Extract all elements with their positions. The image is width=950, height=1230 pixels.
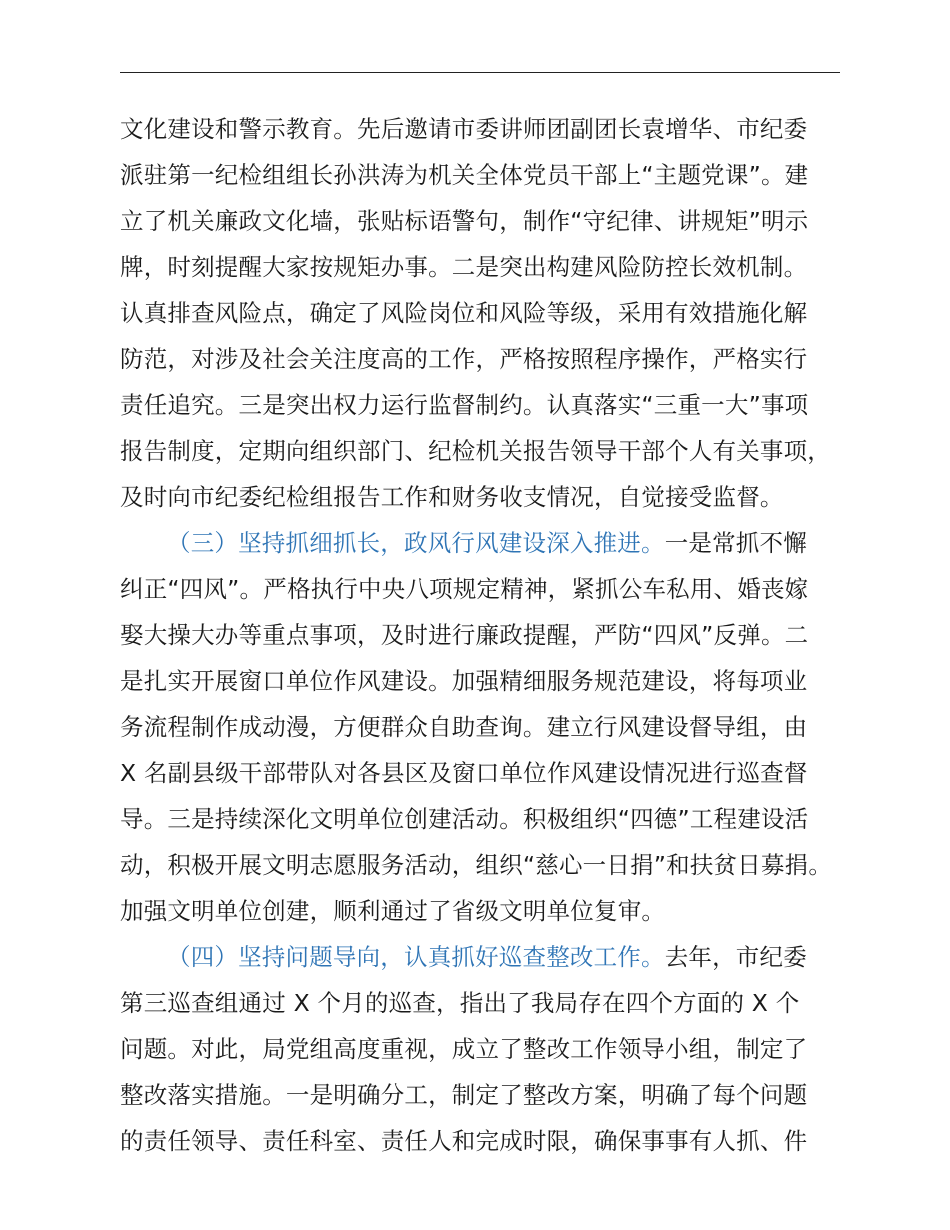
text-line: 派驻第一纪检组组长孙洪涛为机关全体党员干部上“主题党课”。建 [120,161,809,189]
text-run: 一是常抓不懈 [664,529,807,557]
text-line: 文化建设和警示教育。先后邀请市委讲师团副团长袁增华、市纪委 [120,115,808,143]
text-line: 娶大操大办等重点事项，及时进行廉政提醒，严防“四风”反弹。二 [120,621,809,649]
text-line: 报告制度，定期向组织部门、纪检机关报告领导干部个人有关事项， [120,437,831,465]
text-line: 问题。对此，局党组高度重视，成立了整改工作领导小组，制定了 [120,1035,808,1063]
text-line: 的责任领导、责任科室、责任人和完成时限，确保事事有人抓、件 [120,1127,808,1155]
text-line: 务流程制作成动漫，方便群众自助查询。建立行风建设督导组，由 [120,713,808,741]
section-heading-3: （三）坚持抓细抓长，政风行风建设深入推进。 [167,529,665,557]
text-line: 整改落实措施。一是明确分工，制定了整改方案，明确了每个问题 [120,1081,808,1109]
text-line: 责任追究。三是突出权力运行监督制约。认真落实“三重一大”事项 [120,391,809,419]
text-line: 立了机关廉政文化墙，张贴标语警句，制作“守纪律、讲规矩”明示 [120,207,809,235]
text-run: 去年，市纪委 [664,943,807,971]
paragraph-culture-risk-control [120,106,855,520]
header-rule [120,72,840,73]
text-line: 加强文明单位创建，顺利通过了省级文明单位复审。 [120,897,666,925]
document-body [120,106,855,1164]
paragraph-section-4 [120,934,855,1164]
text-line-first [120,934,855,980]
section-heading-4: （四）坚持问题导向，认真抓好巡查整改工作。 [167,943,665,971]
text-line: 及时向市纪委纪检组报告工作和财务收支情况，自觉接受监督。 [120,483,784,511]
text-line: 认真排查风险点，确定了风险岗位和风险等级，采用有效措施化解 [120,299,808,327]
paragraph-section-3 [120,520,855,934]
text-line: 动，积极开展文明志愿服务活动，组织“慈心一日捐”和扶贫日募捐。 [120,851,833,879]
text-line-first [120,520,855,566]
text-line: 防范，对涉及社会关注度高的工作，严格按照程序操作，严格实行 [120,345,808,373]
text-line: 牌，时刻提醒大家按规矩办事。二是突出构建风险防控长效机制。 [120,253,808,281]
text-line: X 名副县级干部带队对各县区及窗口单位作风建设情况进行巡查督 [120,759,808,787]
text-line: 是扎实开展窗口单位作风建设。加强精细服务规范建设，将每项业 [120,667,808,695]
text-line: 纠正“四风”。严格执行中央八项规定精神，紧抓公车私用、婚丧嫁 [120,575,809,603]
text-line: 导。三是持续深化文明单位创建活动。积极组织“四德”工程建设活 [120,805,809,833]
text-line: 第三巡查组通过 X 个月的巡查，指出了我局存在四个方面的 X 个 [120,989,800,1017]
